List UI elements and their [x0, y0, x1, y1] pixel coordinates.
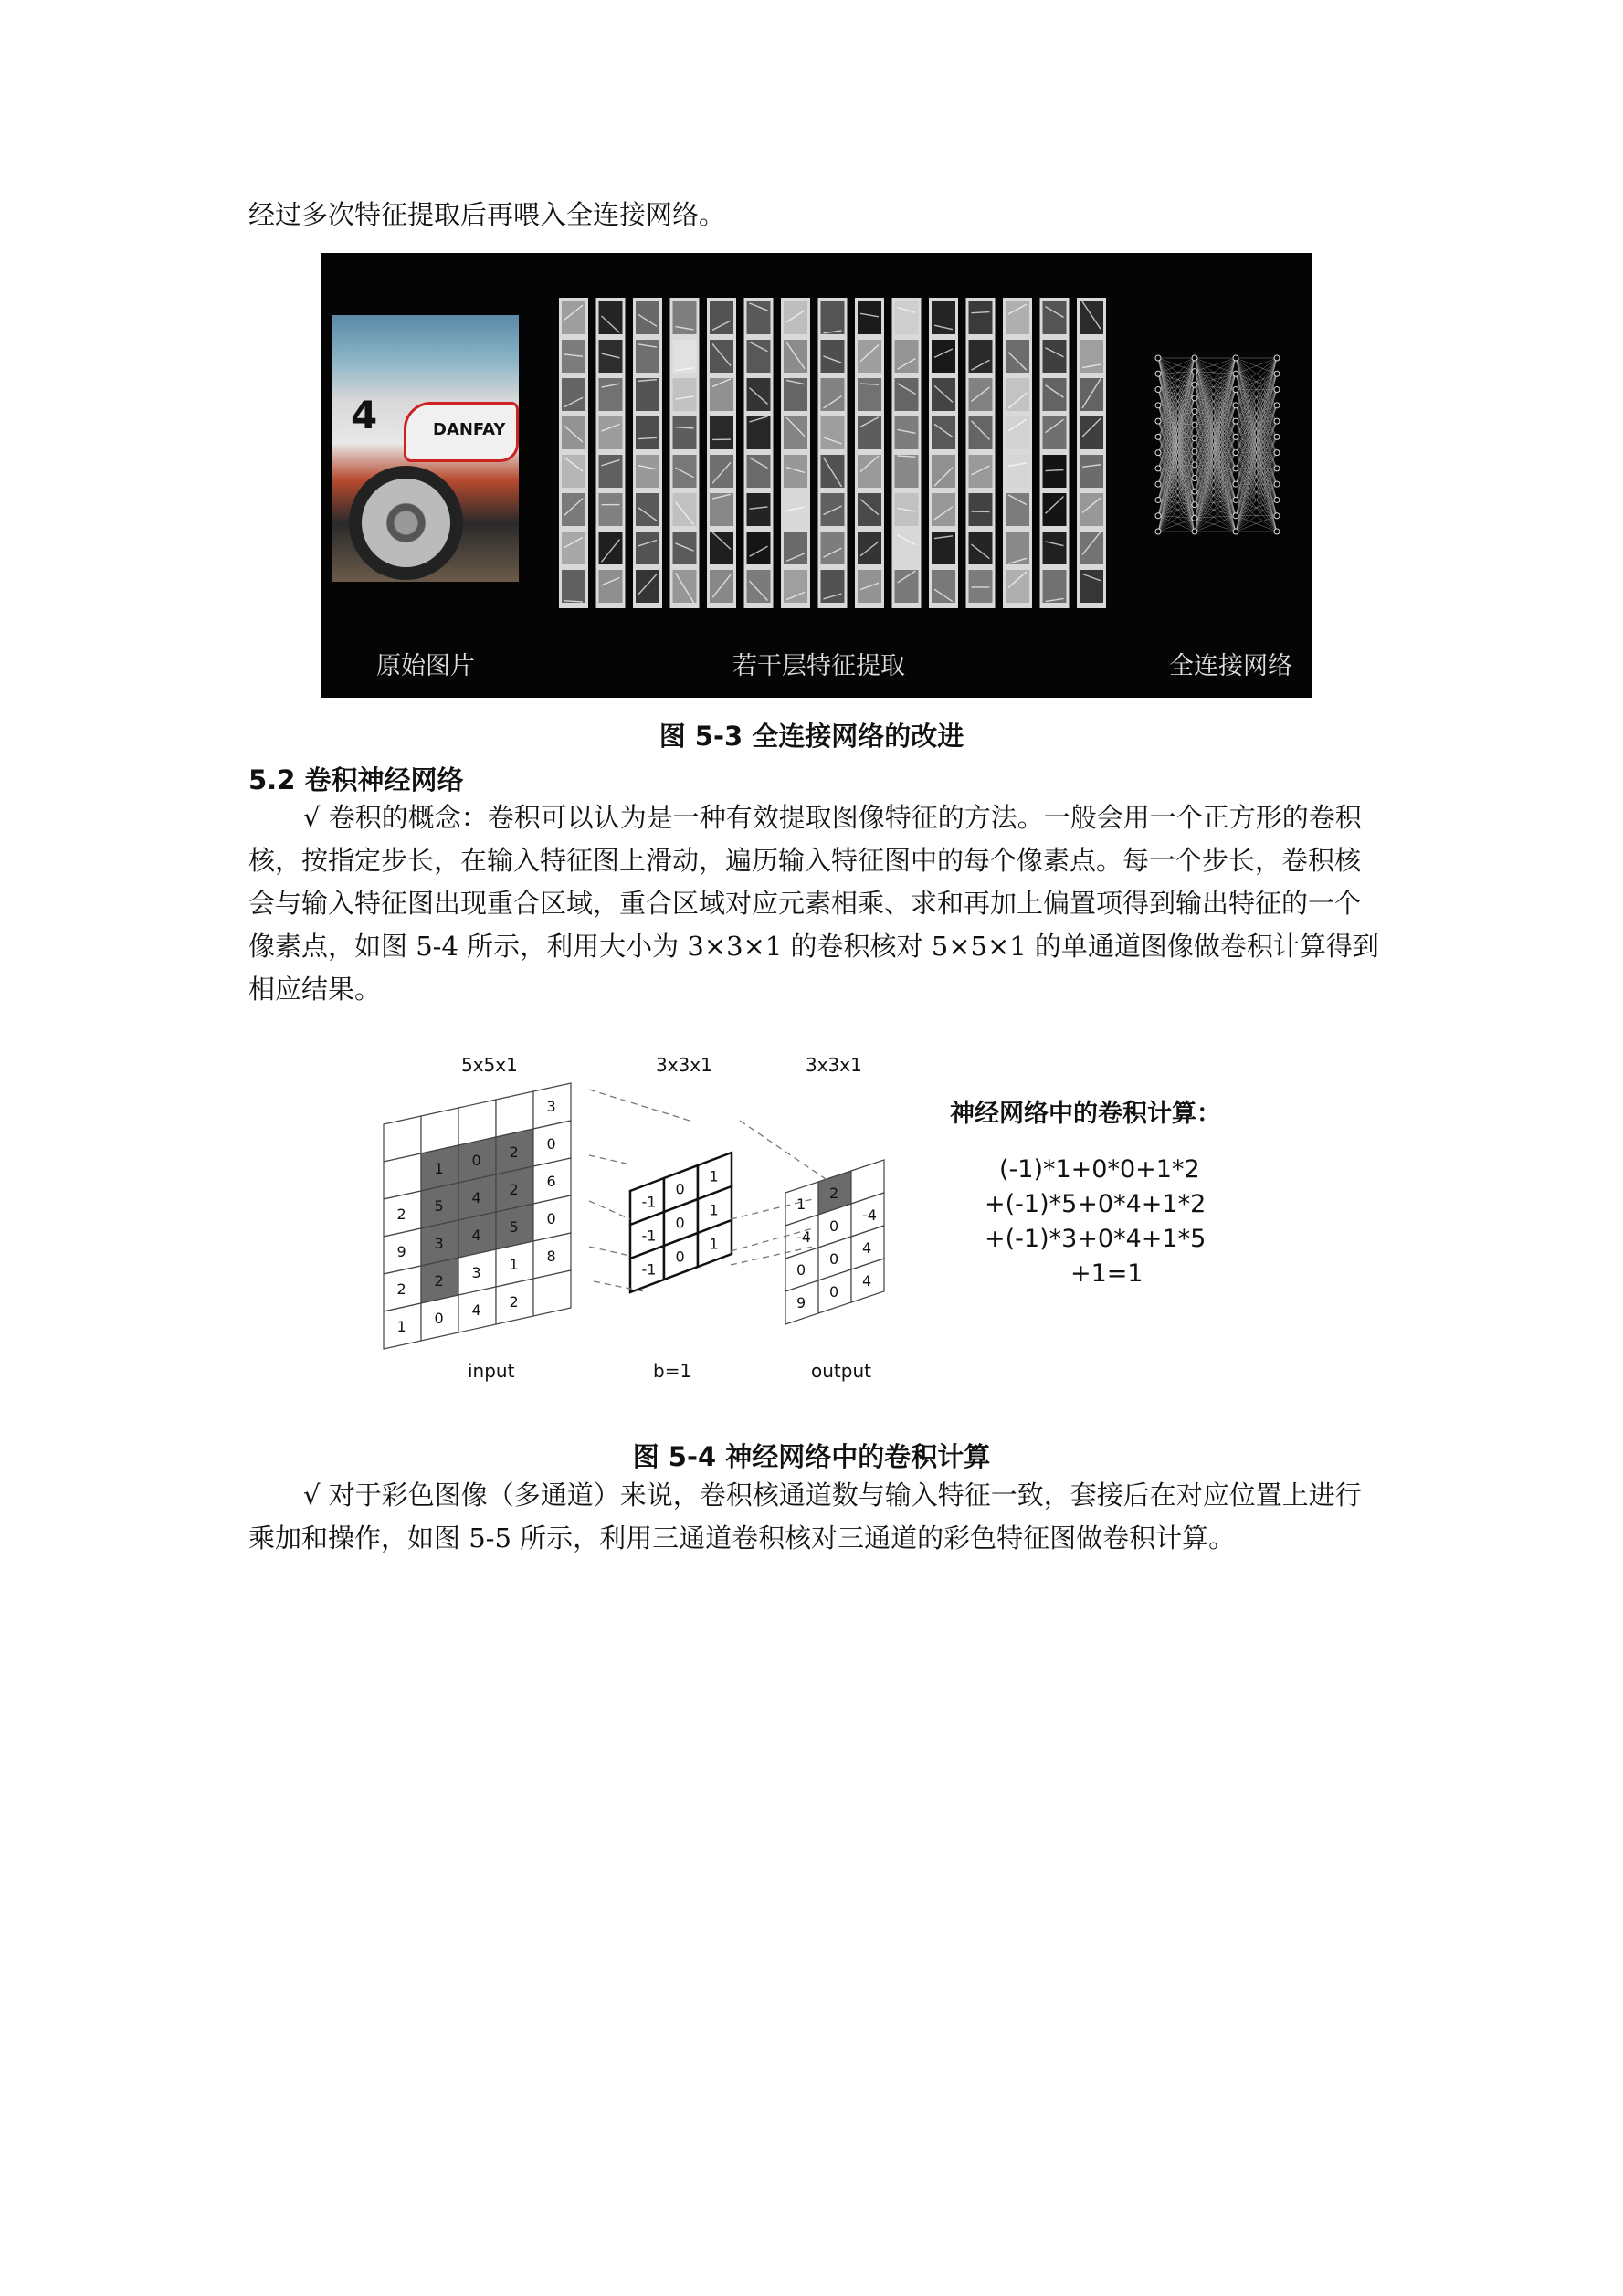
- network-node: [1192, 515, 1197, 521]
- network-node: [1192, 422, 1197, 427]
- feature-map-cell: [636, 301, 659, 334]
- network-node: [1192, 529, 1197, 534]
- projection-line: [589, 1155, 630, 1164]
- network-node: [1233, 355, 1238, 361]
- input-grid-value: 1: [396, 1318, 406, 1335]
- output-grid-value: 0: [829, 1217, 839, 1235]
- input-label: input: [468, 1360, 515, 1382]
- input-grid-value: 9: [396, 1243, 406, 1260]
- feature-map-cell: [1006, 493, 1029, 526]
- feature-map-cell: [1043, 493, 1067, 526]
- front-tire: [349, 466, 463, 580]
- intro-paragraph: 经过多次特征提取后再喂入全连接网络。: [248, 199, 726, 230]
- network-node: [1274, 497, 1280, 502]
- feature-map-cell: [969, 340, 993, 373]
- feature-map-cell: [895, 378, 919, 411]
- color-image-paragraph: √ 对于彩色图像（多通道）来说，卷积核通道数与输入特征一致，套接后在对应位置上进行乘加和操作，如图 5-5 所示，利用三通道卷积核对三通道的彩色特征图做卷积计算。: [248, 1480, 1362, 1553]
- feature-map-cell: [1080, 532, 1103, 564]
- feature-map-cell: [636, 493, 659, 526]
- convolution-concept-paragraph: √ 卷积的概念：卷积可以认为是一种有效提取图像特征的方法。一般会用一个正方形的卷积核，按指定步长，在输入特征图上滑动，遍历输入特征图中的每个像素点。每一个步长，卷积核会与输入特征图出现重合区域，重合区域对应元素相乘、求和再加上偏置项得到输出特征的一个像素点，如图 5-4 所示，利用大小为 3×3×1 的卷积核对 5×5×1 的单通道图像做卷积计算得到相应结果。: [248, 802, 1379, 1005]
- feature-map-cell: [1080, 416, 1103, 449]
- network-node: [1155, 450, 1161, 456]
- feature-map-columns: [559, 298, 1116, 608]
- feature-map-cell: [636, 455, 659, 488]
- network-node: [1192, 489, 1197, 494]
- feature-map-cell: [932, 570, 955, 603]
- input-grid-value: 4: [471, 1189, 481, 1206]
- network-node: [1274, 434, 1280, 439]
- feature-map-cell: [636, 378, 659, 411]
- feature-map-cell: [1006, 301, 1029, 334]
- feature-map-cell: [895, 301, 919, 334]
- network-node: [1233, 418, 1238, 424]
- feature-map-cell: [969, 532, 993, 564]
- feature-map-cell: [858, 340, 881, 373]
- input-grid-cell: [533, 1270, 571, 1316]
- output-grid-value: 9: [796, 1294, 806, 1311]
- feature-map-cell: [1006, 416, 1029, 449]
- input-grid-value: 5: [509, 1218, 519, 1236]
- network-node: [1233, 513, 1238, 519]
- feature-map-cell: [562, 493, 585, 526]
- network-node: [1233, 497, 1238, 502]
- network-node: [1192, 382, 1197, 387]
- kernel-grid-value: 1: [709, 1167, 719, 1185]
- network-edge: [1158, 518, 1195, 532]
- feature-map-cell: [821, 570, 845, 603]
- output-grid-value: 0: [829, 1283, 839, 1301]
- network-node: [1155, 355, 1161, 361]
- input-grid-value: 0: [434, 1310, 444, 1327]
- feature-map-cell: [784, 301, 807, 334]
- network-node: [1192, 408, 1197, 414]
- network-node: [1192, 462, 1197, 468]
- kernel-grid-value: 1: [709, 1235, 719, 1253]
- output-grid-value: -4: [862, 1206, 877, 1224]
- feature-map-cell: [747, 340, 771, 373]
- network-node: [1155, 481, 1161, 487]
- feature-map-cell: [969, 493, 993, 526]
- feature-map-cell: [599, 532, 623, 564]
- feature-map-cell: [636, 532, 659, 564]
- network-node: [1192, 502, 1197, 508]
- input-grid-value: 4: [471, 1227, 481, 1244]
- network-node: [1233, 387, 1238, 393]
- kernel-grid-value: -1: [641, 1260, 657, 1279]
- feature-map-cell: [1043, 416, 1067, 449]
- input-grid-value: 2: [434, 1272, 444, 1290]
- network-node: [1233, 434, 1238, 439]
- input-grid-value: 2: [509, 1293, 519, 1311]
- projection-line: [589, 1090, 690, 1121]
- network-node: [1233, 403, 1238, 408]
- input-grid-value: 1: [509, 1256, 519, 1273]
- output-label: output: [811, 1360, 871, 1382]
- network-node: [1274, 387, 1280, 393]
- formula-line-4: +1=1: [1070, 1259, 1143, 1288]
- section-heading: 5.2 卷积神经网络: [248, 764, 464, 795]
- label-original-image: 原始图片: [376, 652, 475, 680]
- input-grid-value: 5: [434, 1197, 444, 1215]
- projection-line: [589, 1201, 630, 1219]
- feature-map-cell: [932, 416, 955, 449]
- network-node: [1155, 387, 1161, 393]
- network-node: [1192, 476, 1197, 481]
- feature-map-cell: [784, 570, 807, 603]
- feature-map-cell: [747, 378, 771, 411]
- input-grid-value: 2: [509, 1143, 519, 1161]
- output-grid-value: 2: [829, 1185, 839, 1202]
- network-node: [1233, 466, 1238, 471]
- feature-map-cell: [747, 455, 771, 488]
- network-node: [1274, 355, 1280, 361]
- feature-map-cell: [895, 532, 919, 564]
- motorcycle-photo: [332, 315, 519, 582]
- feature-map-cell: [895, 455, 919, 488]
- network-node: [1155, 466, 1161, 471]
- feature-map-cell: [1043, 532, 1067, 564]
- output-grid-value: 0: [796, 1261, 806, 1279]
- feature-map-cell: [747, 532, 771, 564]
- feature-map-cell: [636, 416, 659, 449]
- network-node: [1274, 466, 1280, 471]
- feature-map-cell: [599, 301, 623, 334]
- feature-map-cell: [599, 378, 623, 411]
- feature-map-cell: [1006, 532, 1029, 564]
- feature-map-cell: [673, 493, 697, 526]
- figure-5-4-diagram: [374, 1037, 1270, 1402]
- feature-map-cell: [562, 570, 585, 603]
- network-node: [1192, 448, 1197, 454]
- feature-map-cell: [784, 493, 807, 526]
- network-edge: [1195, 358, 1236, 372]
- network-node: [1274, 529, 1280, 534]
- feature-map-cell: [932, 340, 955, 373]
- feature-map-cell: [821, 378, 845, 411]
- output-grid-value: 0: [829, 1250, 839, 1268]
- kernel-grid-value: 0: [675, 1248, 685, 1266]
- network-node: [1233, 371, 1238, 376]
- network-node: [1274, 418, 1280, 424]
- feature-map-cell: [1006, 455, 1029, 488]
- input-size-title: 5x5x1: [461, 1054, 518, 1076]
- input-grid-value: 4: [471, 1301, 481, 1319]
- network-node: [1155, 403, 1161, 408]
- label-feature-extraction: 若干层特征提取: [732, 652, 905, 680]
- feature-map-cell: [895, 340, 919, 373]
- feature-map-cell: [1006, 378, 1029, 411]
- feature-map-cell: [969, 570, 993, 603]
- feature-map-cell: [932, 455, 955, 488]
- formula-line-1: (-1)*1+0*0+1*2: [999, 1155, 1200, 1184]
- network-node: [1274, 371, 1280, 376]
- input-grid-value: 6: [546, 1173, 556, 1190]
- feature-map-cell: [858, 301, 881, 334]
- feature-map-cell: [673, 455, 697, 488]
- feature-map-cell: [784, 416, 807, 449]
- feature-map-cell: [784, 378, 807, 411]
- network-node: [1192, 355, 1197, 361]
- feature-map-cell: [784, 532, 807, 564]
- feature-map-cell: [784, 455, 807, 488]
- input-grid-value: 0: [471, 1152, 481, 1169]
- projection-line: [740, 1121, 831, 1183]
- feature-map-cell: [969, 455, 993, 488]
- feature-map-cell: [1006, 340, 1029, 373]
- network-node: [1233, 450, 1238, 456]
- feature-map-cell: [858, 378, 881, 411]
- network-node: [1274, 481, 1280, 487]
- photo-race-number: 4: [351, 393, 378, 437]
- feature-map-cell: [969, 301, 993, 334]
- network-node: [1155, 497, 1161, 502]
- output-grid-value: -4: [796, 1228, 811, 1246]
- kernel-grid-value: -1: [641, 1193, 657, 1211]
- network-node: [1192, 369, 1197, 374]
- input-grid-value: 1: [434, 1160, 444, 1177]
- feature-map-cell: [562, 416, 585, 449]
- network-node: [1155, 418, 1161, 424]
- label-fully-connected: 全连接网络: [1169, 652, 1292, 680]
- formula-title: 神经网络中的卷积计算：: [950, 1100, 1221, 1128]
- network-node: [1155, 529, 1161, 534]
- feature-map-cell: [710, 416, 733, 449]
- input-grid-value: 2: [509, 1181, 519, 1198]
- input-grid-value: 3: [471, 1264, 481, 1281]
- network-node: [1192, 436, 1197, 441]
- feature-map-cell: [599, 416, 623, 449]
- input-grid-value: 0: [546, 1135, 556, 1153]
- kernel-grid-value: -1: [641, 1227, 657, 1245]
- kernel-size-title: 3x3x1: [656, 1054, 712, 1076]
- feature-map-cell: [858, 493, 881, 526]
- feature-map-cell: [1080, 301, 1103, 334]
- feature-map-cell: [747, 493, 771, 526]
- input-grid-value: 3: [434, 1235, 444, 1252]
- figure-5-4-caption: 图 5-4 神经网络中的卷积计算: [632, 1441, 991, 1472]
- output-grid-value: 4: [862, 1239, 872, 1257]
- formula-line-2: +(-1)*5+0*4+1*2: [985, 1190, 1207, 1218]
- network-node: [1233, 481, 1238, 487]
- output-grid-value: 4: [862, 1272, 872, 1290]
- input-grid-value: 8: [546, 1248, 556, 1265]
- output-size-title: 3x3x1: [806, 1054, 862, 1076]
- network-node: [1274, 513, 1280, 519]
- feature-map-cell: [673, 532, 697, 564]
- kernel-grid-value: 0: [675, 1214, 685, 1232]
- feature-map-cell: [599, 493, 623, 526]
- input-grid-value: 2: [396, 1280, 406, 1298]
- projection-line: [589, 1247, 630, 1256]
- feature-map-cell: [562, 532, 585, 564]
- input-grid-value: 3: [546, 1098, 556, 1115]
- feature-map-cell: [1043, 378, 1067, 411]
- figure-5-3: [321, 253, 1312, 698]
- feature-map-cell: [932, 493, 955, 526]
- feature-map-cell: [821, 416, 845, 449]
- network-node: [1233, 529, 1238, 534]
- photo-brand-text: DANFAY: [433, 420, 506, 439]
- feature-map-cell: [895, 570, 919, 603]
- feature-map-cell: [821, 493, 845, 526]
- kernel-grid-value: 1: [709, 1201, 719, 1219]
- bias-label: b=1: [653, 1360, 692, 1382]
- feature-map-cell: [1080, 455, 1103, 488]
- feature-map-cell: [821, 301, 845, 334]
- network-node: [1155, 371, 1161, 376]
- formula-line-3: +(-1)*3+0*4+1*5: [985, 1225, 1207, 1253]
- network-node: [1274, 450, 1280, 456]
- feature-map-cell: [673, 416, 697, 449]
- input-grid-value: 0: [546, 1210, 556, 1227]
- output-grid-value: 1: [796, 1195, 806, 1213]
- feature-map-cell: [747, 570, 771, 603]
- network-node: [1274, 403, 1280, 408]
- input-grid-value: 2: [396, 1206, 406, 1223]
- feature-map-cell: [673, 378, 697, 411]
- network-node: [1155, 434, 1161, 439]
- network-node: [1155, 513, 1161, 519]
- figure-5-3-caption: 图 5-3 全连接网络的改进: [659, 721, 964, 752]
- fully-connected-network-diagram: [1149, 344, 1304, 545]
- feature-map-cell: [599, 570, 623, 603]
- network-node: [1192, 395, 1197, 401]
- feature-map-cell: [1043, 570, 1067, 603]
- kernel-grid-value: 0: [675, 1180, 685, 1198]
